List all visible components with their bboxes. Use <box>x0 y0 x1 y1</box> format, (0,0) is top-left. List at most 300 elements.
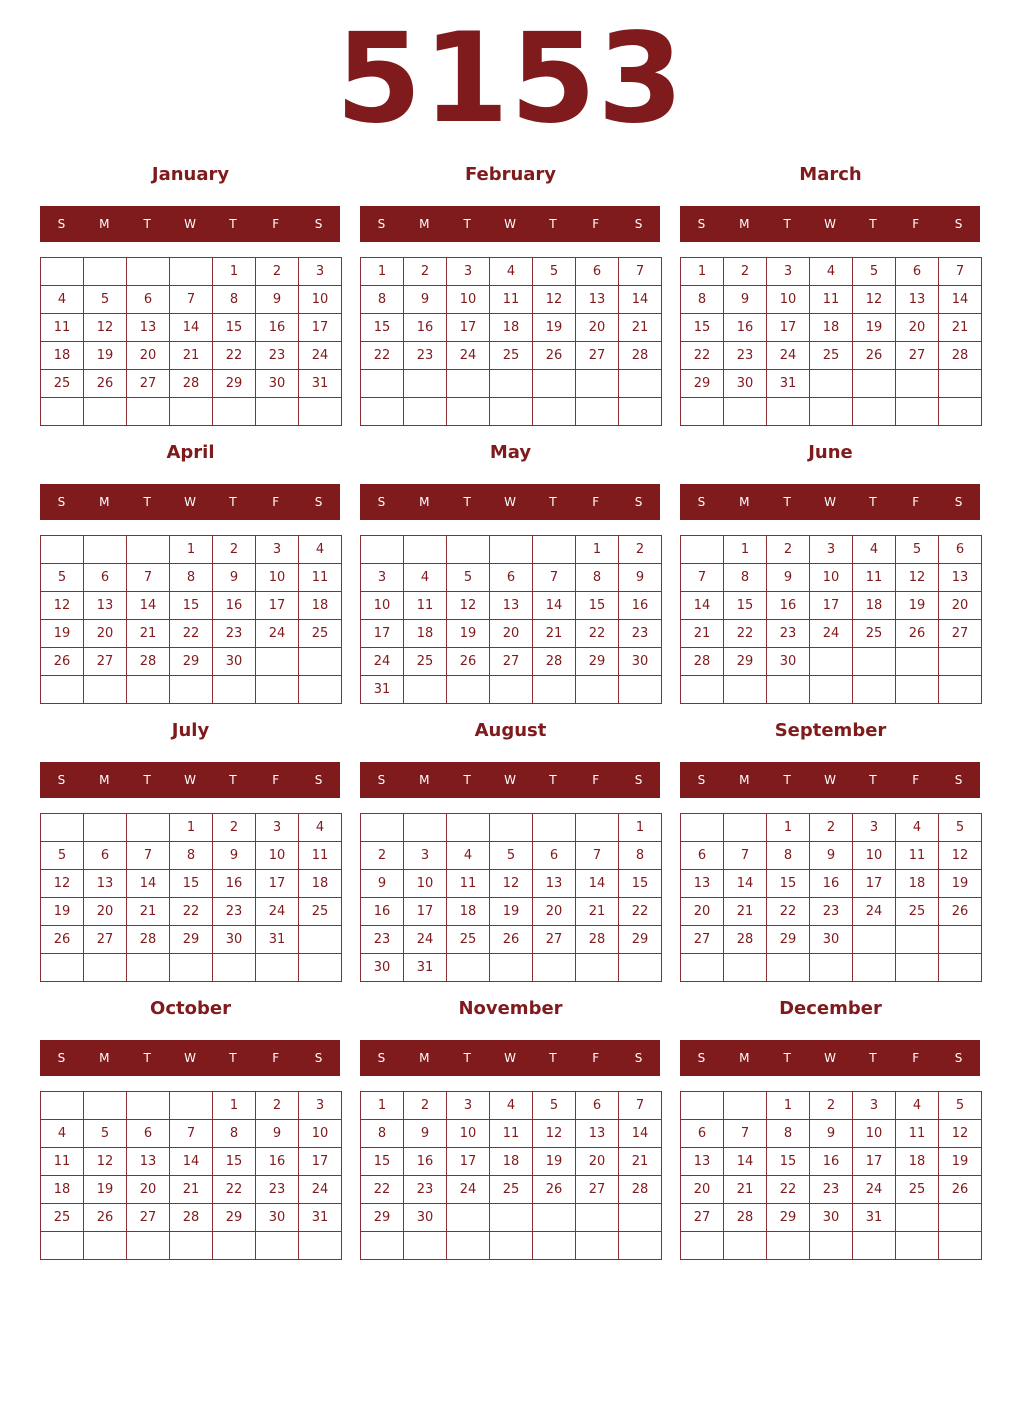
day-cell: 1 <box>170 536 213 564</box>
day-cell: 13 <box>84 592 127 620</box>
day-cell: 13 <box>84 870 127 898</box>
empty-day-cell <box>939 1204 982 1232</box>
empty-day-cell <box>724 1092 767 1120</box>
day-cell: 28 <box>576 926 619 954</box>
day-cell: 22 <box>681 342 724 370</box>
week-row <box>361 592 662 620</box>
week-row <box>681 398 982 426</box>
day-cell: 6 <box>681 1120 724 1148</box>
empty-day-cell <box>213 398 256 426</box>
day-cell: 25 <box>299 898 342 926</box>
day-cell: 8 <box>361 286 404 314</box>
day-cell: 19 <box>533 1148 576 1176</box>
day-cell: 23 <box>213 620 256 648</box>
day-cell: 17 <box>810 592 853 620</box>
day-grid <box>360 813 662 982</box>
day-cell: 25 <box>896 1176 939 1204</box>
weekday-label: W <box>504 495 516 509</box>
empty-day-cell <box>361 398 404 426</box>
day-cell: 18 <box>299 592 342 620</box>
day-cell: 5 <box>41 842 84 870</box>
day-cell: 25 <box>853 620 896 648</box>
day-cell: 1 <box>213 258 256 286</box>
day-cell: 6 <box>127 286 170 314</box>
empty-day-cell <box>853 398 896 426</box>
day-cell: 9 <box>404 1120 447 1148</box>
day-cell: 13 <box>681 1148 724 1176</box>
weekday-label: F <box>912 495 920 509</box>
weekday-label: T <box>229 217 237 231</box>
day-cell: 30 <box>256 370 299 398</box>
day-cell: 12 <box>853 286 896 314</box>
day-cell: 4 <box>299 814 342 842</box>
day-cell: 25 <box>490 1176 533 1204</box>
day-cell: 8 <box>170 564 213 592</box>
week-row <box>681 564 982 592</box>
weekday-label: M <box>99 495 110 509</box>
week-row <box>681 1204 982 1232</box>
week-row <box>681 926 982 954</box>
day-cell: 1 <box>361 1092 404 1120</box>
month-january <box>40 160 341 430</box>
day-cell: 5 <box>490 842 533 870</box>
empty-day-cell <box>681 954 724 982</box>
empty-day-cell <box>127 1092 170 1120</box>
weekday-label: S <box>57 495 66 509</box>
day-cell: 9 <box>810 1120 853 1148</box>
day-cell: 29 <box>681 370 724 398</box>
weekday-label: T <box>869 1051 877 1065</box>
day-cell: 18 <box>896 870 939 898</box>
week-row <box>41 842 342 870</box>
empty-day-cell <box>896 648 939 676</box>
empty-day-cell <box>810 370 853 398</box>
empty-day-cell <box>361 1232 404 1260</box>
day-cell: 20 <box>127 1176 170 1204</box>
empty-day-cell <box>767 676 810 704</box>
day-cell: 9 <box>767 564 810 592</box>
day-cell: 30 <box>724 370 767 398</box>
day-cell: 30 <box>810 1204 853 1232</box>
weekday-label: T <box>143 495 151 509</box>
week-row <box>41 1204 342 1232</box>
empty-day-cell <box>170 1092 213 1120</box>
empty-day-cell <box>84 814 127 842</box>
day-cell: 20 <box>681 1176 724 1204</box>
weekday-label: S <box>314 217 323 231</box>
day-cell: 8 <box>767 842 810 870</box>
day-cell: 5 <box>939 814 982 842</box>
month-may <box>360 438 661 708</box>
week-row <box>681 1176 982 1204</box>
empty-day-cell <box>404 814 447 842</box>
week-row <box>41 1232 342 1260</box>
empty-day-cell <box>41 536 84 564</box>
day-cell: 25 <box>810 342 853 370</box>
empty-day-cell <box>681 676 724 704</box>
day-cell: 27 <box>84 648 127 676</box>
empty-day-cell <box>681 536 724 564</box>
week-row <box>361 314 662 342</box>
day-cell: 2 <box>213 536 256 564</box>
month-name: March <box>799 164 862 185</box>
day-cell: 13 <box>681 870 724 898</box>
empty-day-cell <box>939 676 982 704</box>
day-cell: 8 <box>681 286 724 314</box>
day-cell: 25 <box>404 648 447 676</box>
day-cell: 28 <box>127 926 170 954</box>
week-row <box>41 648 342 676</box>
day-cell: 21 <box>170 1176 213 1204</box>
weekday-label: M <box>739 495 750 509</box>
week-row <box>681 286 982 314</box>
day-cell: 18 <box>490 314 533 342</box>
empty-day-cell <box>447 676 490 704</box>
month-june <box>680 438 981 708</box>
week-row <box>361 258 662 286</box>
weekday-header <box>680 1040 980 1076</box>
weekday-label: T <box>229 773 237 787</box>
day-grid <box>680 1091 982 1260</box>
day-cell: 1 <box>681 258 724 286</box>
day-cell: 20 <box>533 898 576 926</box>
day-cell: 17 <box>447 1148 490 1176</box>
week-row <box>681 676 982 704</box>
day-grid <box>40 813 342 982</box>
day-cell: 12 <box>533 286 576 314</box>
month-name: September <box>774 720 887 741</box>
weekday-header <box>40 484 340 520</box>
empty-day-cell <box>619 370 662 398</box>
day-cell: 26 <box>41 648 84 676</box>
day-cell: 19 <box>853 314 896 342</box>
day-cell: 26 <box>41 926 84 954</box>
day-cell: 28 <box>619 342 662 370</box>
week-row <box>681 898 982 926</box>
day-cell: 22 <box>213 342 256 370</box>
day-cell: 16 <box>810 870 853 898</box>
day-grid <box>360 257 662 426</box>
day-cell: 16 <box>404 1148 447 1176</box>
day-cell: 1 <box>619 814 662 842</box>
day-cell: 14 <box>619 286 662 314</box>
day-cell: 15 <box>170 592 213 620</box>
weekday-label: W <box>184 495 196 509</box>
day-cell: 20 <box>681 898 724 926</box>
weekday-label: S <box>634 495 643 509</box>
day-cell: 2 <box>767 536 810 564</box>
day-cell: 24 <box>404 926 447 954</box>
empty-day-cell <box>213 954 256 982</box>
month-february <box>360 160 661 430</box>
week-row <box>361 370 662 398</box>
day-cell: 15 <box>213 314 256 342</box>
week-row <box>361 1092 662 1120</box>
week-row <box>361 342 662 370</box>
day-cell: 26 <box>84 370 127 398</box>
month-name: October <box>150 998 231 1019</box>
day-cell: 20 <box>84 898 127 926</box>
day-cell: 7 <box>724 842 767 870</box>
day-cell: 21 <box>619 314 662 342</box>
weekday-label: W <box>824 495 836 509</box>
empty-day-cell <box>213 1232 256 1260</box>
weekday-label: S <box>954 495 963 509</box>
weekday-label: S <box>57 1051 66 1065</box>
weekday-label: T <box>463 773 471 787</box>
week-row <box>681 842 982 870</box>
day-cell: 23 <box>619 620 662 648</box>
day-cell: 26 <box>533 1176 576 1204</box>
day-cell: 2 <box>361 842 404 870</box>
day-cell: 16 <box>256 1148 299 1176</box>
week-row <box>41 870 342 898</box>
day-cell: 10 <box>810 564 853 592</box>
day-cell: 1 <box>170 814 213 842</box>
month-name: April <box>166 442 215 463</box>
weekday-label: F <box>912 217 920 231</box>
day-cell: 2 <box>256 258 299 286</box>
day-cell: 24 <box>810 620 853 648</box>
week-row <box>41 258 342 286</box>
weekday-label: T <box>463 1051 471 1065</box>
weekday-label: M <box>419 217 430 231</box>
week-row <box>681 648 982 676</box>
day-cell: 26 <box>853 342 896 370</box>
week-row <box>361 620 662 648</box>
day-cell: 3 <box>404 842 447 870</box>
weekday-label: T <box>783 773 791 787</box>
day-cell: 18 <box>810 314 853 342</box>
weekday-label: T <box>229 1051 237 1065</box>
day-cell: 14 <box>170 1148 213 1176</box>
empty-day-cell <box>41 1232 84 1260</box>
day-cell: 7 <box>170 1120 213 1148</box>
day-cell: 5 <box>939 1092 982 1120</box>
empty-day-cell <box>576 370 619 398</box>
month-name: May <box>489 442 532 463</box>
empty-day-cell <box>896 676 939 704</box>
week-row <box>361 842 662 870</box>
week-row <box>681 1232 982 1260</box>
day-cell: 13 <box>127 314 170 342</box>
day-cell: 19 <box>41 898 84 926</box>
week-row <box>361 814 662 842</box>
empty-day-cell <box>299 676 342 704</box>
day-cell: 3 <box>256 814 299 842</box>
weekday-label: W <box>504 773 516 787</box>
empty-day-cell <box>404 536 447 564</box>
day-cell: 13 <box>490 592 533 620</box>
day-cell: 11 <box>41 1148 84 1176</box>
empty-day-cell <box>490 1204 533 1232</box>
empty-day-cell <box>810 398 853 426</box>
day-cell: 20 <box>896 314 939 342</box>
day-cell: 28 <box>619 1176 662 1204</box>
day-cell: 10 <box>853 1120 896 1148</box>
week-row <box>41 898 342 926</box>
day-cell: 18 <box>447 898 490 926</box>
empty-day-cell <box>810 648 853 676</box>
empty-day-cell <box>127 536 170 564</box>
week-row <box>681 314 982 342</box>
empty-day-cell <box>170 398 213 426</box>
empty-day-cell <box>447 1204 490 1232</box>
weekday-label: S <box>377 495 386 509</box>
day-cell: 8 <box>213 286 256 314</box>
day-cell: 18 <box>853 592 896 620</box>
empty-day-cell <box>127 954 170 982</box>
empty-day-cell <box>724 676 767 704</box>
week-row <box>681 954 982 982</box>
day-cell: 13 <box>896 286 939 314</box>
empty-day-cell <box>84 954 127 982</box>
empty-day-cell <box>170 1232 213 1260</box>
week-row <box>361 398 662 426</box>
day-cell: 18 <box>490 1148 533 1176</box>
day-cell: 28 <box>724 926 767 954</box>
empty-day-cell <box>576 1204 619 1232</box>
week-row <box>361 954 662 982</box>
weekday-label: S <box>954 217 963 231</box>
day-cell: 24 <box>256 620 299 648</box>
empty-day-cell <box>490 676 533 704</box>
day-cell: 16 <box>213 870 256 898</box>
day-cell: 4 <box>853 536 896 564</box>
day-cell: 9 <box>724 286 767 314</box>
day-cell: 28 <box>724 1204 767 1232</box>
day-grid <box>40 257 342 426</box>
weekday-label: F <box>592 773 600 787</box>
empty-day-cell <box>447 1232 490 1260</box>
day-cell: 10 <box>256 564 299 592</box>
day-cell: 6 <box>896 258 939 286</box>
month-july <box>40 716 341 986</box>
empty-day-cell <box>896 954 939 982</box>
day-cell: 25 <box>41 1204 84 1232</box>
day-cell: 20 <box>84 620 127 648</box>
week-row <box>361 286 662 314</box>
empty-day-cell <box>41 676 84 704</box>
day-cell: 14 <box>576 870 619 898</box>
day-cell: 9 <box>213 842 256 870</box>
day-cell: 17 <box>853 1148 896 1176</box>
day-cell: 11 <box>447 870 490 898</box>
empty-day-cell <box>853 926 896 954</box>
day-cell: 26 <box>896 620 939 648</box>
empty-day-cell <box>256 954 299 982</box>
empty-day-cell <box>84 1092 127 1120</box>
day-cell: 23 <box>404 1176 447 1204</box>
day-cell: 24 <box>299 1176 342 1204</box>
day-cell: 17 <box>299 314 342 342</box>
empty-day-cell <box>490 398 533 426</box>
empty-day-cell <box>41 814 84 842</box>
empty-day-cell <box>127 814 170 842</box>
day-cell: 12 <box>939 1120 982 1148</box>
day-cell: 15 <box>361 314 404 342</box>
weekday-label: S <box>697 773 706 787</box>
weekday-label: S <box>57 217 66 231</box>
week-row <box>361 898 662 926</box>
empty-day-cell <box>447 398 490 426</box>
day-cell: 13 <box>576 1120 619 1148</box>
week-row <box>41 676 342 704</box>
month-name: December <box>779 998 882 1019</box>
weekday-label: S <box>314 773 323 787</box>
empty-day-cell <box>724 398 767 426</box>
day-cell: 20 <box>490 620 533 648</box>
week-row <box>41 286 342 314</box>
day-cell: 5 <box>84 1120 127 1148</box>
day-cell: 8 <box>724 564 767 592</box>
day-cell: 2 <box>404 258 447 286</box>
day-cell: 1 <box>213 1092 256 1120</box>
week-row <box>41 342 342 370</box>
month-october <box>40 994 341 1264</box>
day-cell: 23 <box>256 1176 299 1204</box>
weekday-header <box>360 1040 660 1076</box>
day-cell: 7 <box>170 286 213 314</box>
day-cell: 14 <box>724 1148 767 1176</box>
day-cell: 14 <box>127 870 170 898</box>
day-cell: 4 <box>896 1092 939 1120</box>
day-cell: 29 <box>619 926 662 954</box>
month-april <box>40 438 341 708</box>
day-cell: 13 <box>533 870 576 898</box>
day-cell: 31 <box>853 1204 896 1232</box>
day-cell: 17 <box>256 592 299 620</box>
day-cell: 14 <box>127 592 170 620</box>
month-name: July <box>171 720 210 741</box>
day-cell: 21 <box>576 898 619 926</box>
empty-day-cell <box>299 926 342 954</box>
day-cell: 29 <box>170 926 213 954</box>
month-name: November <box>458 998 563 1019</box>
day-grid <box>360 535 662 704</box>
day-cell: 10 <box>256 842 299 870</box>
weekday-label: W <box>184 773 196 787</box>
day-grid <box>40 535 342 704</box>
day-cell: 10 <box>767 286 810 314</box>
day-cell: 24 <box>447 342 490 370</box>
day-cell: 24 <box>299 342 342 370</box>
day-cell: 21 <box>127 620 170 648</box>
day-cell: 11 <box>490 1120 533 1148</box>
day-cell: 23 <box>361 926 404 954</box>
weekday-label: W <box>504 1051 516 1065</box>
day-cell: 15 <box>767 870 810 898</box>
empty-day-cell <box>41 954 84 982</box>
week-row <box>361 1120 662 1148</box>
day-cell: 31 <box>299 1204 342 1232</box>
day-cell: 8 <box>767 1120 810 1148</box>
day-cell: 19 <box>533 314 576 342</box>
day-cell: 16 <box>213 592 256 620</box>
empty-day-cell <box>619 398 662 426</box>
weekday-label: M <box>739 773 750 787</box>
day-cell: 19 <box>41 620 84 648</box>
empty-day-cell <box>939 954 982 982</box>
month-name: February <box>464 164 557 185</box>
empty-day-cell <box>619 1232 662 1260</box>
empty-day-cell <box>533 1204 576 1232</box>
day-cell: 2 <box>213 814 256 842</box>
day-cell: 22 <box>170 898 213 926</box>
day-cell: 4 <box>41 286 84 314</box>
week-row <box>361 1204 662 1232</box>
week-row <box>361 536 662 564</box>
